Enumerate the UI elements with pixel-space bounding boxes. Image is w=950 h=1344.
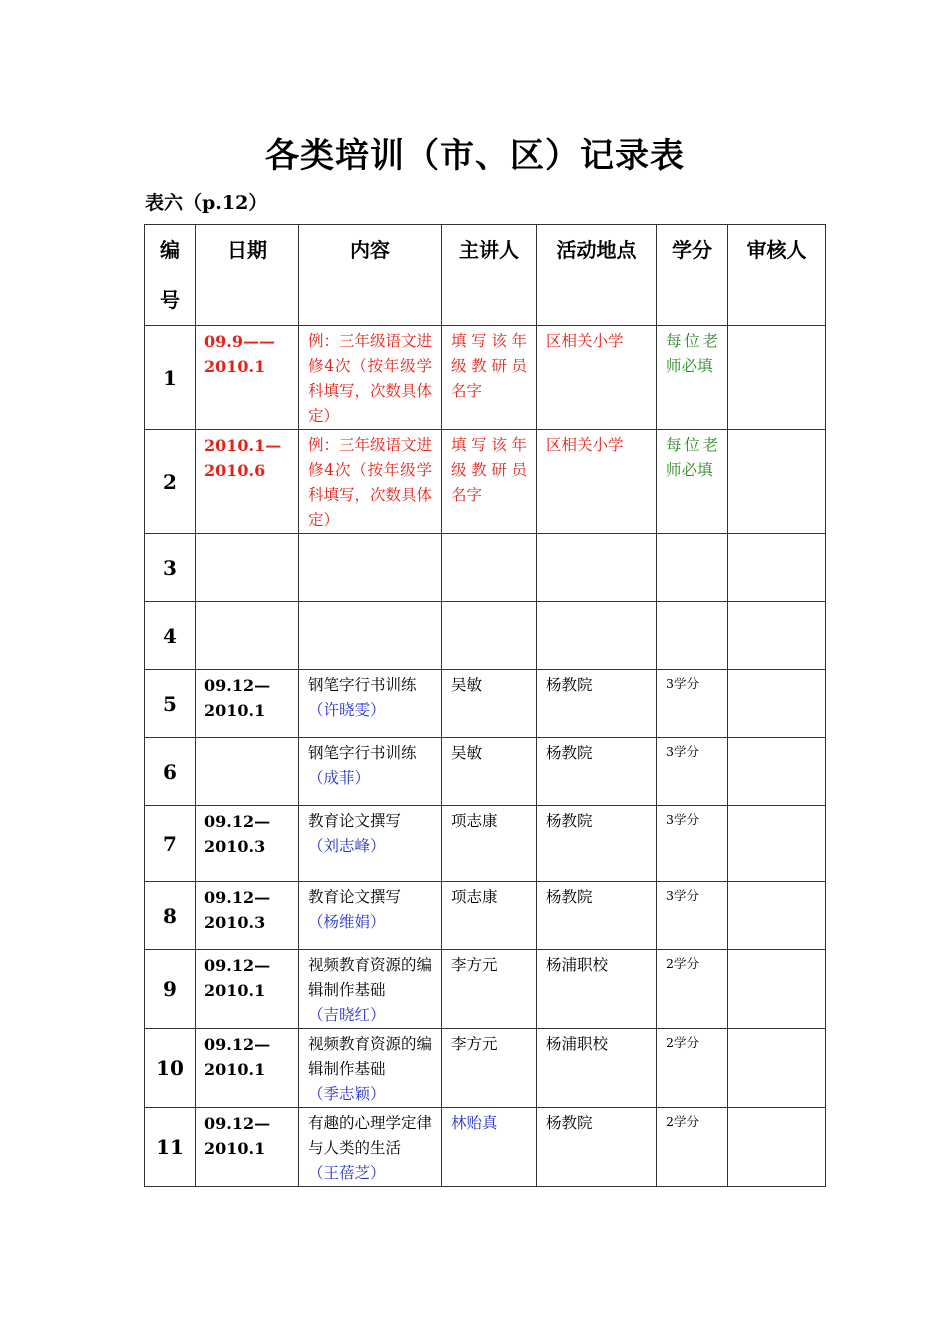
row-credits: 3学分: [657, 738, 728, 806]
row-number: 2: [145, 430, 196, 534]
row-credits: 2学分: [657, 950, 728, 1029]
row-date: [196, 950, 299, 1029]
row-reviewer: [728, 670, 826, 738]
header-number-line1: 编: [160, 238, 180, 262]
row-date: [196, 534, 299, 602]
row-speaker: 项志康: [442, 806, 537, 882]
table-row: [145, 1108, 826, 1187]
row-location: 杨浦职校: [537, 950, 657, 1029]
header-content: [299, 225, 442, 326]
row-content: 例：三年级语文进修4次（按年级学科填写，次数具体定）: [299, 430, 442, 534]
row-credits: 3学分: [657, 670, 728, 738]
row-reviewer: [728, 950, 826, 1029]
course-name: 有趣的心理学定律与人类的生活: [308, 1114, 433, 1157]
date-start: 09.9——: [204, 332, 275, 351]
row-content: 例：三年级语文进修4次（按年级学科填写，次数具体定）: [299, 326, 442, 430]
row-date: [196, 738, 299, 806]
table-row: [145, 1029, 826, 1108]
row-location: 杨教院: [537, 882, 657, 950]
date-start: 09.12—: [204, 956, 271, 975]
row-number: 11: [145, 1108, 196, 1187]
course-name: 视频教育资源的编辑制作基础: [308, 956, 433, 999]
row-reviewer: [728, 534, 826, 602]
row-content: [299, 806, 442, 882]
row-speaker: 吴敏: [442, 670, 537, 738]
row-content: [299, 602, 442, 670]
row-credits: 3学分: [657, 806, 728, 882]
date-end: 2010.1: [204, 981, 266, 1000]
header-number: [145, 225, 196, 326]
participant-name: （成菲）: [308, 769, 371, 787]
row-speaker: 林贻真: [442, 1108, 537, 1187]
row-date: [196, 882, 299, 950]
row-content: [299, 534, 442, 602]
date-start: 09.12—: [204, 1114, 271, 1133]
date-start: 09.12—: [204, 888, 271, 907]
page-title: 各类培训（市、区）记录表: [265, 136, 685, 176]
header-reviewer: [728, 225, 826, 326]
participant-name: （季志颖）: [308, 1085, 386, 1103]
row-number: 6: [145, 738, 196, 806]
row-reviewer: [728, 602, 826, 670]
row-location: 区相关小学: [537, 430, 657, 534]
row-speaker: 填写该年级教研员名字: [442, 326, 537, 430]
row-reviewer: [728, 882, 826, 950]
row-credits: 3学分: [657, 882, 728, 950]
header-speaker-text: 主讲人: [459, 238, 519, 262]
date-end: 2010.1: [204, 1139, 266, 1158]
date-end: 2010.1: [204, 701, 266, 720]
header-credits: [657, 225, 728, 326]
row-number: 3: [145, 534, 196, 602]
row-number: 8: [145, 882, 196, 950]
row-content: [299, 738, 442, 806]
row-speaker: [442, 534, 537, 602]
row-content: [299, 882, 442, 950]
course-name: 教育论文撰写: [308, 812, 402, 830]
row-speaker: 吴敏: [442, 738, 537, 806]
course-name: 钢笔字行书训练: [308, 744, 417, 762]
row-date: [196, 806, 299, 882]
row-credits: [657, 602, 728, 670]
header-reviewer-text: 审核人: [746, 238, 807, 262]
header-number-line2: 号: [160, 288, 180, 312]
row-location: 杨教院: [537, 1108, 657, 1187]
row-location: 区相关小学: [537, 326, 657, 430]
row-speaker: 填写该年级教研员名字: [442, 430, 537, 534]
row-location: 杨浦职校: [537, 1029, 657, 1108]
training-record-table: [144, 224, 826, 1187]
date-end: 2010.1: [204, 357, 266, 376]
table-label: 表六（p.12）: [145, 192, 268, 214]
table-row: [145, 534, 826, 602]
header-credits-text: 学分: [672, 238, 712, 262]
table-row: [145, 950, 826, 1029]
course-name: 视频教育资源的编辑制作基础: [308, 1035, 433, 1078]
header-date-text: 日期: [227, 238, 267, 262]
row-reviewer: [728, 326, 826, 430]
header-date: [196, 225, 299, 326]
row-number: 9: [145, 950, 196, 1029]
row-location: 杨教院: [537, 738, 657, 806]
row-speaker: 项志康: [442, 882, 537, 950]
header-content-text: 内容: [350, 238, 390, 262]
row-content: [299, 1108, 442, 1187]
row-date: [196, 670, 299, 738]
date-end: 2010.3: [204, 837, 266, 856]
row-location: 杨教院: [537, 806, 657, 882]
row-reviewer: [728, 738, 826, 806]
participant-name: （吉晓红）: [308, 1006, 386, 1024]
row-date: [196, 430, 299, 534]
row-credits: 2学分: [657, 1029, 728, 1108]
row-speaker: [442, 602, 537, 670]
participant-name: （王蓓芝）: [308, 1164, 386, 1182]
date-start: 2010.1—: [204, 436, 282, 455]
row-speaker: 李方元: [442, 950, 537, 1029]
row-date: [196, 602, 299, 670]
table-row: [145, 882, 826, 950]
row-credits: 每位老师必填: [657, 326, 728, 430]
row-number: 5: [145, 670, 196, 738]
header-location-text: 活动地点: [556, 238, 637, 262]
row-reviewer: [728, 1029, 826, 1108]
row-date: [196, 1108, 299, 1187]
date-start: 09.12—: [204, 676, 271, 695]
row-credits: [657, 534, 728, 602]
table-row: [145, 670, 826, 738]
date-end: 2010.6: [204, 461, 266, 480]
course-name: 教育论文撰写: [308, 888, 402, 906]
row-number: 7: [145, 806, 196, 882]
row-date: [196, 1029, 299, 1108]
row-date: [196, 326, 299, 430]
row-number: 10: [145, 1029, 196, 1108]
row-credits: 每位老师必填: [657, 430, 728, 534]
table-row: [145, 430, 826, 534]
date-end: 2010.3: [204, 913, 266, 932]
participant-name: （刘志峰）: [308, 837, 386, 855]
row-reviewer: [728, 430, 826, 534]
table-row: [145, 602, 826, 670]
date-end: 2010.1: [204, 1060, 266, 1079]
table-row: [145, 806, 826, 882]
row-speaker: 李方元: [442, 1029, 537, 1108]
table-row: [145, 738, 826, 806]
header-row: [145, 225, 826, 326]
course-name: 钢笔字行书训练: [308, 676, 417, 694]
table-row: [145, 326, 826, 430]
row-reviewer: [728, 1108, 826, 1187]
row-content: [299, 670, 442, 738]
participant-name: （杨维娟）: [308, 913, 386, 931]
row-credits: 2学分: [657, 1108, 728, 1187]
row-number: 1: [145, 326, 196, 430]
row-number: 4: [145, 602, 196, 670]
date-start: 09.12—: [204, 812, 271, 831]
row-content: [299, 950, 442, 1029]
row-location: 杨教院: [537, 670, 657, 738]
date-start: 09.12—: [204, 1035, 271, 1054]
participant-name: （许晓雯）: [308, 701, 386, 719]
row-location: [537, 602, 657, 670]
row-reviewer: [728, 806, 826, 882]
header-location: [537, 225, 657, 326]
row-content: [299, 1029, 442, 1108]
header-speaker: [442, 225, 537, 326]
row-location: [537, 534, 657, 602]
